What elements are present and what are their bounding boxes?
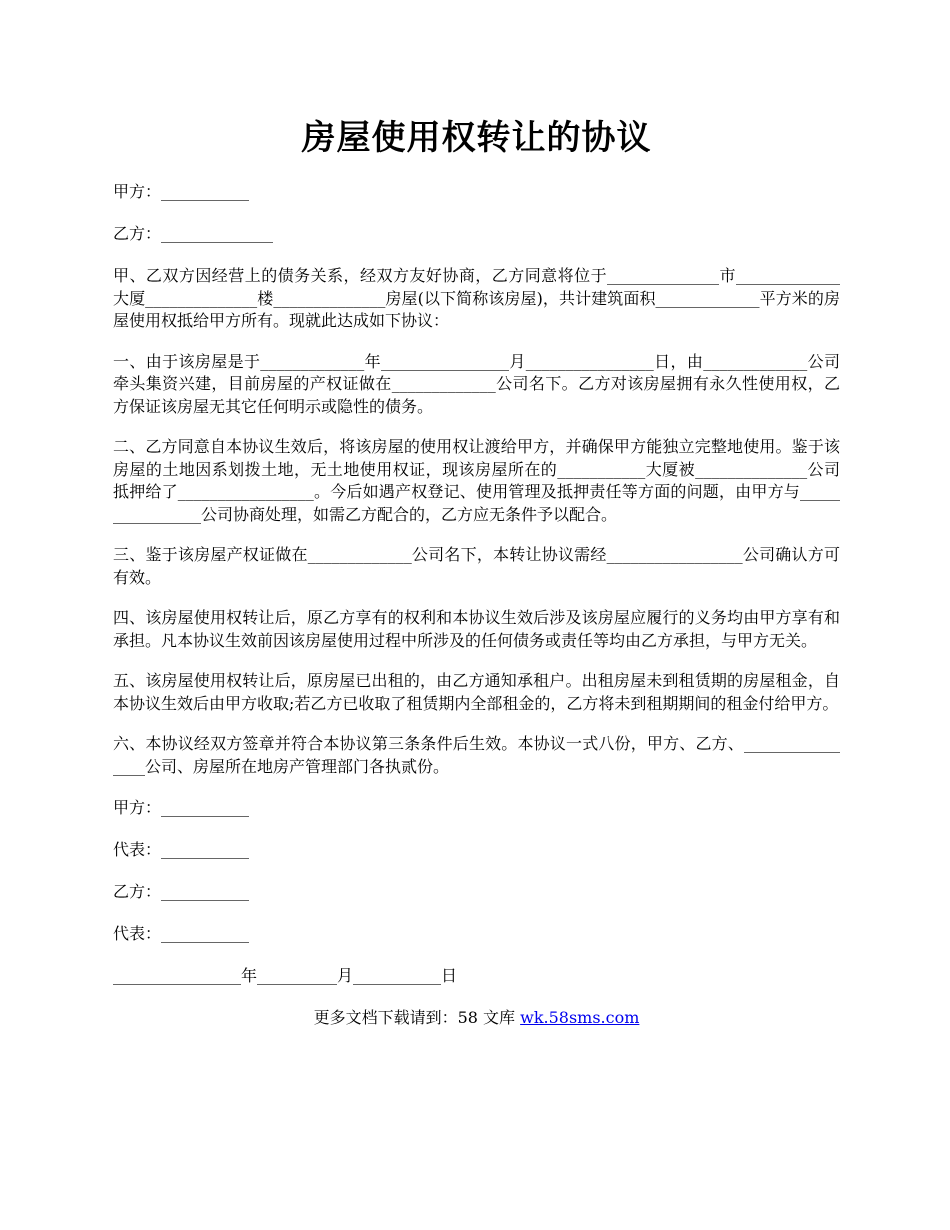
signature-representative-a: 代表：___________	[113, 840, 250, 859]
signature-party-a: 甲方：___________	[113, 798, 250, 817]
clause-2: 二、乙方同意自本协议生效后，将该房屋的使用权让渡给甲方，并确保甲方能独立完整地使用。鉴于该房屋的土地因系划拨土地，无土地使用权证，现该房屋所在的___________大厦被______________公司抵押给了_________________。今后如遇产权登记、使用管理及抵押责任等方面的问题，由甲方与________________公司协商处理，如需乙方配合的，乙方应无条件予以配合。	[113, 437, 840, 524]
party-a-line: 甲方：___________	[113, 182, 250, 201]
signature-representative-b: 代表：___________	[113, 924, 250, 943]
footer	[113, 1007, 840, 1029]
intro-paragraph: 甲、乙双方因经营上的债务关系，经双方友好协商，乙方同意将位于______________市_____________大厦______________楼______________房屋(以下简称该房屋)，共计建筑面积_____________平方米的房屋使用权抵给甲方所有。现就此达成如下协议：	[113, 266, 840, 330]
signature-party-b: 乙方：___________	[113, 882, 250, 901]
clause-6: 六、本协议经双方签章并符合本协议第三条条件后生效。本协议一式八份，甲方、乙方、________________公司、房屋所在地房产管理部门各执贰份。	[113, 734, 840, 776]
document-title: 房屋使用权转让的协议	[301, 118, 652, 158]
clause-1: 一、由于该房屋是于_____________年________________月________________日，由_____________公司牵头集资兴建，目前房屋的产权证做在_____________公司名下。乙方对该房屋拥有永久性使用权，乙方保证该房屋无其它任何明示或隐性的债务。	[113, 351, 840, 416]
clause-4: 四、该房屋使用权转让后，原乙方享有的权利和本协议生效后涉及该房屋应履行的义务均由甲方享有和承担。凡本协议生效前因该房屋使用过程中所涉及的任何债务或责任等均由乙方承担，与甲方无关。	[113, 608, 840, 650]
date-line: ________________年__________月___________日	[113, 966, 458, 985]
party-b-line: 乙方：______________	[113, 224, 274, 243]
clause-5: 五、该房屋使用权转让后，原房屋已出租的，由乙方通知承租户。出租房屋未到租赁期的房屋租金，自本协议生效后由甲方收取;若乙方已收取了租赁期内全部租金的，乙方将未到租期期间的租金付给甲方。	[113, 671, 840, 713]
footer-link[interactable]: wk.58sms.com	[520, 1008, 640, 1027]
footer-prefix: 更多文档下载请到：58 文库	[313, 1008, 521, 1027]
clause-3: 三、鉴于该房屋产权证做在_____________公司名下，本转让协议需经_________________公司确认方可有效。	[113, 545, 840, 587]
